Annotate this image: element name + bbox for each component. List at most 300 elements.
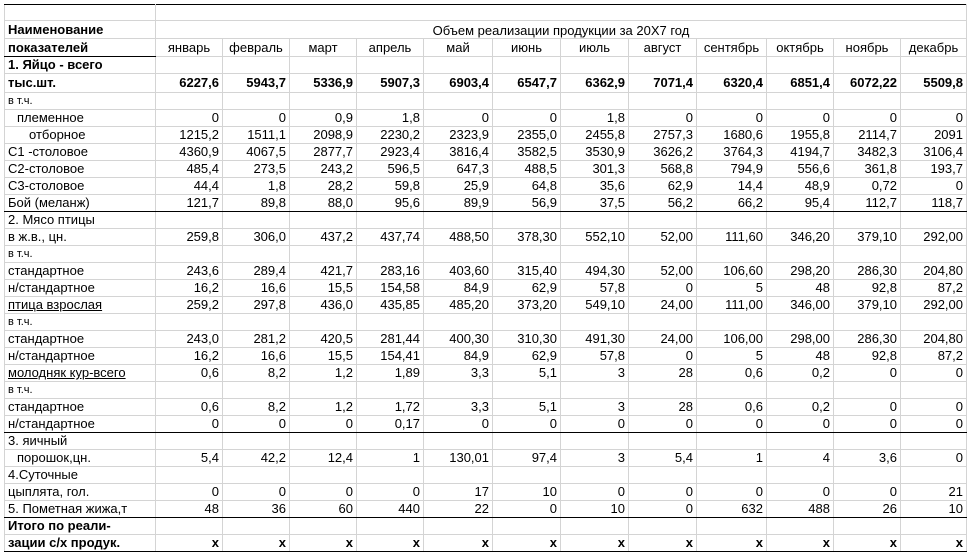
cell-value: 15,5 (290, 348, 357, 365)
cell-value: 647,3 (424, 161, 493, 178)
cell-value: 297,8 (223, 297, 290, 314)
table-row (5, 450, 967, 467)
cell-value: 283,16 (357, 263, 424, 280)
cell-value: 88,0 (290, 195, 357, 212)
cell-value (834, 467, 901, 484)
cell-value: 0 (901, 399, 967, 416)
cell-value: 1511,1 (223, 127, 290, 144)
cell-value: 62,9 (493, 348, 561, 365)
cell-value: 57,8 (561, 348, 629, 365)
cell-value: 57,8 (561, 280, 629, 297)
cell-value: 10 (561, 501, 629, 518)
month-header: март (290, 39, 357, 57)
row-label: молодняк кур-всего (5, 365, 156, 382)
cell-value: 6227,6 (156, 74, 223, 93)
row-label: тыс.шт. (5, 74, 156, 93)
cell-value (767, 212, 834, 229)
cell-value (697, 93, 767, 110)
table-row (5, 399, 967, 416)
cell-value: 0,6 (697, 365, 767, 382)
cell-value: 0 (223, 484, 290, 501)
cell-value: 4067,5 (223, 144, 290, 161)
cell-value: 1215,2 (156, 127, 223, 144)
cell-value: 6072,22 (834, 74, 901, 93)
cell-value (357, 246, 424, 263)
cell-value (767, 57, 834, 74)
cell-value (424, 467, 493, 484)
month-header: май (424, 39, 493, 57)
table-row (5, 144, 967, 161)
cell-value: 421,7 (290, 263, 357, 280)
cell-value: 0 (697, 110, 767, 127)
cell-value: 0 (697, 484, 767, 501)
row-label: С3-столовое (5, 178, 156, 195)
cell-value: 0,2 (767, 365, 834, 382)
cell-value (156, 314, 223, 331)
cell-value: 0 (629, 416, 697, 433)
cell-value: 494,30 (561, 263, 629, 280)
table-row (5, 57, 967, 74)
cell-value (834, 433, 901, 450)
cell-value: 549,10 (561, 297, 629, 314)
cell-value: 0 (493, 416, 561, 433)
cell-value (290, 467, 357, 484)
cell-value: 89,8 (223, 195, 290, 212)
cell-value: 435,85 (357, 297, 424, 314)
cell-value (223, 314, 290, 331)
cell-value: 0,6 (156, 399, 223, 416)
cell-value: 5,4 (629, 450, 697, 467)
cell-value: 26 (834, 501, 901, 518)
cell-value (697, 518, 767, 535)
cell-value: 1,8 (561, 110, 629, 127)
cell-value: 292,00 (901, 229, 967, 246)
cell-value: х (629, 535, 697, 552)
cell-value: 56,2 (629, 195, 697, 212)
cell-value: 488 (767, 501, 834, 518)
cell-value (901, 212, 967, 229)
cell-value (290, 93, 357, 110)
cell-value (493, 212, 561, 229)
cell-value (493, 433, 561, 450)
table-title: Объем реализации продукции за 20Х7 год (156, 21, 967, 39)
cell-value: 491,30 (561, 331, 629, 348)
cell-value: 14,4 (697, 178, 767, 195)
cell-value (697, 314, 767, 331)
cell-value: 64,8 (493, 178, 561, 195)
cell-value (767, 518, 834, 535)
cell-value (357, 467, 424, 484)
cell-value: 0 (156, 110, 223, 127)
cell-value: 0 (156, 484, 223, 501)
cell-value: 121,7 (156, 195, 223, 212)
cell-value: 84,9 (424, 280, 493, 297)
cell-value (901, 382, 967, 399)
cell-value: 6320,4 (697, 74, 767, 93)
cell-value: 568,8 (629, 161, 697, 178)
cell-value: 62,9 (493, 280, 561, 297)
cell-value: 5,1 (493, 399, 561, 416)
cell-value: 281,2 (223, 331, 290, 348)
cell-value: 0,2 (767, 399, 834, 416)
row-label: С1 -столовое (5, 144, 156, 161)
cell-value: 0 (156, 416, 223, 433)
cell-value: х (156, 535, 223, 552)
cell-value: 0 (901, 178, 967, 195)
cell-value: 48,9 (767, 178, 834, 195)
cell-value: х (834, 535, 901, 552)
cell-value: 87,2 (901, 348, 967, 365)
cell-value (629, 467, 697, 484)
cell-value: 92,8 (834, 280, 901, 297)
cell-value (901, 467, 967, 484)
cell-value (629, 93, 697, 110)
cell-value: 379,10 (834, 229, 901, 246)
cell-value: 361,8 (834, 161, 901, 178)
cell-value (156, 467, 223, 484)
cell-value: х (357, 535, 424, 552)
table-row (5, 535, 967, 552)
cell-value: 154,41 (357, 348, 424, 365)
cell-value (561, 57, 629, 74)
cell-value (493, 382, 561, 399)
cell-value: 281,44 (357, 331, 424, 348)
table-row (5, 518, 967, 535)
table-row (5, 212, 967, 229)
cell-value: 485,4 (156, 161, 223, 178)
row-label: стандартное (5, 399, 156, 416)
cell-value: 2455,8 (561, 127, 629, 144)
table-row (5, 74, 967, 93)
cell-value: 24,00 (629, 331, 697, 348)
cell-value: 5509,8 (901, 74, 967, 93)
table-row (5, 484, 967, 501)
cell-value: 0 (629, 280, 697, 297)
cell-value (901, 93, 967, 110)
cell-value: 87,2 (901, 280, 967, 297)
cell-value: 0 (834, 110, 901, 127)
cell-value (561, 246, 629, 263)
cell-value: х (290, 535, 357, 552)
cell-value: 22 (424, 501, 493, 518)
cell-value: 16,2 (156, 280, 223, 297)
cell-value: 193,7 (901, 161, 967, 178)
table-row (5, 161, 967, 178)
cell-value: 8,2 (223, 365, 290, 382)
month-header: июль (561, 39, 629, 57)
cell-value: 6547,7 (493, 74, 561, 93)
header-name-line2: показателей (5, 39, 156, 57)
cell-value: 10 (901, 501, 967, 518)
cell-value (424, 314, 493, 331)
cell-value: 37,5 (561, 195, 629, 212)
cell-value: 0 (901, 416, 967, 433)
cell-value (357, 93, 424, 110)
cell-value: 403,60 (424, 263, 493, 280)
month-header: август (629, 39, 697, 57)
cell-value: 306,0 (223, 229, 290, 246)
cell-value: 286,30 (834, 331, 901, 348)
cell-value: 3 (561, 399, 629, 416)
cell-value (834, 246, 901, 263)
cell-value: 52,00 (629, 229, 697, 246)
cell-value: 0 (223, 110, 290, 127)
cell-value (223, 518, 290, 535)
cell-value: 420,5 (290, 331, 357, 348)
cell-value: 0,17 (357, 416, 424, 433)
header-name-line1: Наименование (5, 21, 156, 39)
cell-value: 436,0 (290, 297, 357, 314)
cell-value: 154,58 (357, 280, 424, 297)
cell-value (223, 433, 290, 450)
month-header: апрель (357, 39, 424, 57)
cell-value: х (697, 535, 767, 552)
cell-value (424, 57, 493, 74)
cell-value (424, 382, 493, 399)
cell-value (357, 518, 424, 535)
row-label: порошок,цн. (5, 450, 156, 467)
cell-value (357, 314, 424, 331)
cell-value: 0 (629, 501, 697, 518)
cell-value (561, 467, 629, 484)
cell-value (223, 212, 290, 229)
cell-value: 0 (493, 501, 561, 518)
cell-value (697, 57, 767, 74)
cell-value: 1955,8 (767, 127, 834, 144)
cell-value: 48 (156, 501, 223, 518)
row-label: зации с/х продук. (5, 535, 156, 552)
cell-value: 0 (629, 110, 697, 127)
row-label: в т.ч. (5, 93, 156, 110)
cell-value: 0 (901, 365, 967, 382)
cell-value (834, 518, 901, 535)
cell-value (290, 212, 357, 229)
cell-value (156, 57, 223, 74)
cell-value (424, 246, 493, 263)
cell-value: 1,8 (357, 110, 424, 127)
cell-value: 1,8 (223, 178, 290, 195)
row-label: н/стандартное (5, 348, 156, 365)
cell-value: 118,7 (901, 195, 967, 212)
cell-value (901, 518, 967, 535)
cell-value (424, 518, 493, 535)
cell-value (156, 433, 223, 450)
cell-value: 10 (493, 484, 561, 501)
cell-value (901, 314, 967, 331)
row-label: племенное (5, 110, 156, 127)
row-label: н/стандартное (5, 280, 156, 297)
table-row (5, 348, 967, 365)
cell-value: 3816,4 (424, 144, 493, 161)
cell-value: 437,2 (290, 229, 357, 246)
cell-value (156, 212, 223, 229)
table-row (5, 331, 967, 348)
cell-value: 0 (767, 484, 834, 501)
cell-value (290, 246, 357, 263)
cell-value: 28 (629, 365, 697, 382)
cell-value: 2757,3 (629, 127, 697, 144)
cell-value: 273,5 (223, 161, 290, 178)
cell-value (561, 382, 629, 399)
cell-value: 596,5 (357, 161, 424, 178)
cell-value: 4194,7 (767, 144, 834, 161)
cell-value: 3106,4 (901, 144, 967, 161)
cell-value (493, 518, 561, 535)
row-label: С2-столовое (5, 161, 156, 178)
cell-value: 2877,7 (290, 144, 357, 161)
cell-value: 0 (424, 110, 493, 127)
cell-value: 5943,7 (223, 74, 290, 93)
cell-value: 315,40 (493, 263, 561, 280)
row-label: стандартное (5, 331, 156, 348)
cell-value: 0 (834, 416, 901, 433)
cell-value: 16,2 (156, 348, 223, 365)
row-label: н/стандартное (5, 416, 156, 433)
row-label: птица взрослая (5, 297, 156, 314)
table-row (5, 467, 967, 484)
cell-value: 130,01 (424, 450, 493, 467)
cell-value: 12,4 (290, 450, 357, 467)
cell-value: 0 (561, 416, 629, 433)
month-header: декабрь (901, 39, 967, 57)
cell-value: 106,60 (697, 263, 767, 280)
cell-value (834, 57, 901, 74)
cell-value: 7071,4 (629, 74, 697, 93)
cell-value: 488,5 (493, 161, 561, 178)
row-label: Бой (меланж) (5, 195, 156, 212)
cell-value: 3 (561, 365, 629, 382)
month-header: январь (156, 39, 223, 57)
cell-value: 243,2 (290, 161, 357, 178)
cell-value: х (493, 535, 561, 552)
cell-value: 378,30 (493, 229, 561, 246)
row-label: 1. Яйцо - всего (5, 57, 156, 74)
cell-value: 16,6 (223, 348, 290, 365)
cell-value (629, 314, 697, 331)
header-row-months (5, 39, 967, 57)
cell-value: 28,2 (290, 178, 357, 195)
cell-value (767, 467, 834, 484)
cell-value: 35,6 (561, 178, 629, 195)
header-blank (156, 5, 967, 21)
cell-value (357, 57, 424, 74)
cell-value: 2098,9 (290, 127, 357, 144)
cell-value (767, 314, 834, 331)
cell-value: 2323,9 (424, 127, 493, 144)
cell-value: 24,00 (629, 297, 697, 314)
cell-value: 346,20 (767, 229, 834, 246)
table-row (5, 365, 967, 382)
cell-value (223, 246, 290, 263)
cell-value: 0 (290, 484, 357, 501)
cell-value: 5 (697, 348, 767, 365)
table-row (5, 229, 967, 246)
cell-value: 0 (561, 484, 629, 501)
cell-value (156, 382, 223, 399)
cell-value: 0 (493, 110, 561, 127)
cell-value: 3482,3 (834, 144, 901, 161)
row-label: Итого по реали- (5, 518, 156, 535)
cell-value (561, 518, 629, 535)
table-row (5, 246, 967, 263)
cell-value: х (424, 535, 493, 552)
table-row (5, 433, 967, 450)
cell-value: 3582,5 (493, 144, 561, 161)
row-label: в ж.в., цн. (5, 229, 156, 246)
cell-value (493, 314, 561, 331)
cell-value (901, 433, 967, 450)
row-label: 5. Пометная жижа,т (5, 501, 156, 518)
month-header: июнь (493, 39, 561, 57)
cell-value: 16,6 (223, 280, 290, 297)
cell-value: 3 (561, 450, 629, 467)
table-row (5, 195, 967, 212)
cell-value (357, 382, 424, 399)
cell-value: 28 (629, 399, 697, 416)
cell-value (223, 382, 290, 399)
cell-value: 0 (290, 416, 357, 433)
cell-value (834, 314, 901, 331)
cell-value (629, 382, 697, 399)
cell-value: 485,20 (424, 297, 493, 314)
cell-value (424, 93, 493, 110)
cell-value: 21 (901, 484, 967, 501)
cell-value: 17 (424, 484, 493, 501)
cell-value: 346,00 (767, 297, 834, 314)
cell-value: 6903,4 (424, 74, 493, 93)
cell-value: 5336,9 (290, 74, 357, 93)
cell-value: 5907,3 (357, 74, 424, 93)
cell-value: 292,00 (901, 297, 967, 314)
cell-value (834, 382, 901, 399)
header-row-top (5, 5, 967, 21)
table-row (5, 93, 967, 110)
cell-value (767, 382, 834, 399)
cell-value: 5,4 (156, 450, 223, 467)
cell-value: 3,3 (424, 399, 493, 416)
cell-value: 0 (357, 484, 424, 501)
cell-value: 1680,6 (697, 127, 767, 144)
cell-value: 92,8 (834, 348, 901, 365)
cell-value: 48 (767, 280, 834, 297)
cell-value: 310,30 (493, 331, 561, 348)
cell-value (493, 57, 561, 74)
cell-value: 400,30 (424, 331, 493, 348)
cell-value (290, 518, 357, 535)
cell-value: 2230,2 (357, 127, 424, 144)
cell-value (156, 93, 223, 110)
cell-value: 0 (424, 416, 493, 433)
table-row (5, 280, 967, 297)
cell-value: 1 (697, 450, 767, 467)
cell-value: 97,4 (493, 450, 561, 467)
cell-value: 0,72 (834, 178, 901, 195)
cell-value (629, 518, 697, 535)
cell-value: 794,9 (697, 161, 767, 178)
row-label: 3. яичный (5, 433, 156, 450)
cell-value: 6851,4 (767, 74, 834, 93)
cell-value: х (223, 535, 290, 552)
cell-value (697, 382, 767, 399)
cell-value: 1,89 (357, 365, 424, 382)
table-row (5, 382, 967, 399)
cell-value (223, 57, 290, 74)
cell-value: 5 (697, 280, 767, 297)
cell-value (223, 93, 290, 110)
cell-value (493, 93, 561, 110)
cell-value: 488,50 (424, 229, 493, 246)
cell-value: 48 (767, 348, 834, 365)
